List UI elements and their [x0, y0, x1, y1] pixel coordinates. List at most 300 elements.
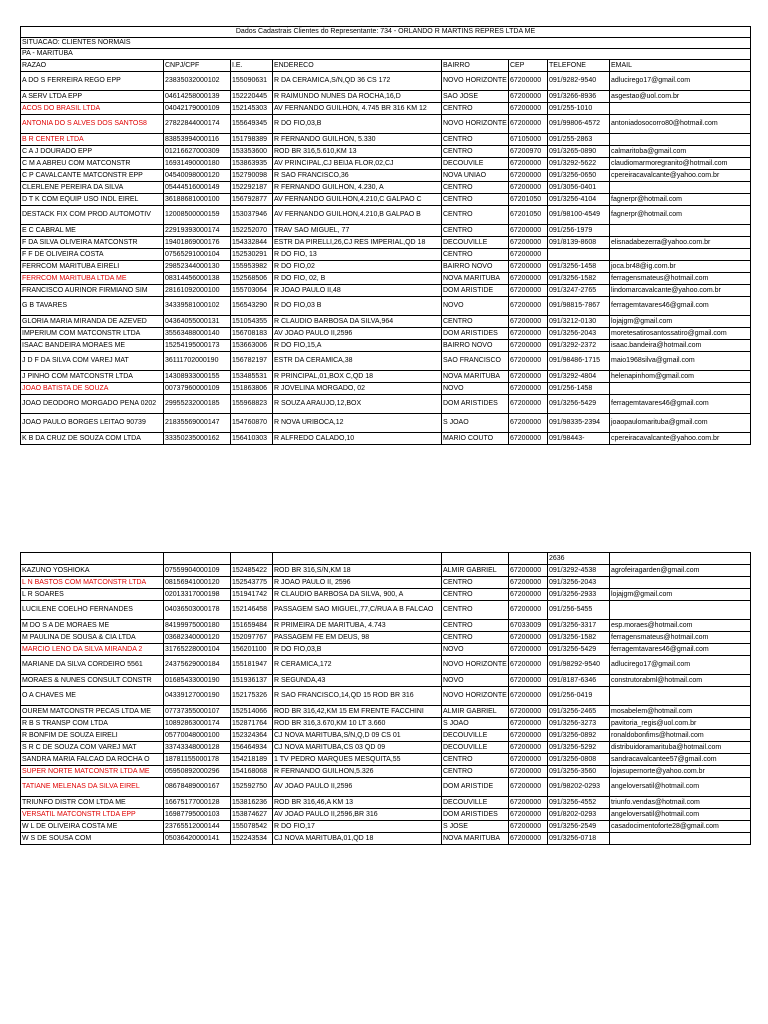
column-header-row — [21, 60, 751, 72]
cell-telefone: 091/3292-4804 — [548, 371, 610, 383]
cell-ie: 151941742 — [231, 589, 273, 601]
cell-razao: ANTONIA DO S ALVES DOS SANTOS8 — [21, 115, 164, 134]
cell-cnpj: 33743348000128 — [164, 742, 231, 754]
table-row — [21, 194, 751, 206]
cell-cep: 67200000 — [509, 565, 548, 577]
table-row — [21, 730, 751, 742]
cell-bairro: NOVO HORIZONTE — [442, 72, 509, 91]
table-row — [21, 182, 751, 194]
cell-email: sandracavalcantee57@gmail.com — [610, 754, 751, 766]
cell-cnpj: 16987795000103 — [164, 809, 231, 821]
cell-endereco: R DO FIO, 13 — [273, 249, 442, 261]
cell-endereco: ROD BR 316,46,A KM 13 — [273, 797, 442, 809]
cell-endereco: AV JOAO PAULO II,2596 — [273, 328, 442, 340]
cell-razao: JOAO BATISTA DE SOUZA — [21, 383, 164, 395]
cell-bairro: CENTRO — [442, 103, 509, 115]
cell-razao: SANDRA MARIA FALCAO DA ROCHA O — [21, 754, 164, 766]
cell-cnpj: 02013317000198 — [164, 589, 231, 601]
cell-ie: 152871764 — [231, 718, 273, 730]
cell-cep: 67200000 — [509, 821, 548, 833]
cell-razao: M DO S A DE MORAES ME — [21, 620, 164, 632]
cell-telefone: 091/3256-2549 — [548, 821, 610, 833]
col-header-bairro: BAIRRO — [442, 60, 509, 72]
cell-bairro: DOM ARISTIDE — [442, 778, 509, 797]
cell-cep: 67200000 — [509, 115, 548, 134]
cell-endereco: 1 TV PEDRO MARQUES MESQUITA,55 — [273, 754, 442, 766]
cell-cep: 67200970 — [509, 146, 548, 158]
cell-endereco: R CLAUDIO BARBOSA DA SILVA, 900, A — [273, 589, 442, 601]
cell-ie: 152146458 — [231, 601, 273, 620]
cell-cep: 67200000 — [509, 72, 548, 91]
cell-cep: 67200000 — [509, 675, 548, 687]
cell-bairro: CENTRO — [442, 182, 509, 194]
cell-razao: MARCIO LENO DA SILVA MIRANDA 2 — [21, 644, 164, 656]
cell-endereco: R JOAO PAULO II,48 — [273, 285, 442, 297]
cell-endereco: R JOVELINA MORGADO, 02 — [273, 383, 442, 395]
cell-email: fagnerpr@hotmail.com — [610, 194, 751, 206]
cell-cnpj: 01685433000190 — [164, 675, 231, 687]
cell-telefone: 091/8187-6346 — [548, 675, 610, 687]
cell-telefone: 091/8202-0293 — [548, 809, 610, 821]
cell-telefone: 091/3256-3273 — [548, 718, 610, 730]
cell-ie: 155181947 — [231, 656, 273, 675]
table-row — [21, 809, 751, 821]
cell-endereco: PASSAGEM SAO MIGUEL,77,C/RUA A B FALCAO — [273, 601, 442, 620]
table-row — [21, 383, 751, 395]
cell-bairro: NOVO HORIZONTE — [442, 656, 509, 675]
table-row — [21, 620, 751, 632]
cell-bairro: CENTRO — [442, 316, 509, 328]
table-row — [21, 134, 751, 146]
cell-cnpj: 24375629000184 — [164, 656, 231, 675]
cell-endereco: ROD BR 316,3.670,KM 10 LT 3.660 — [273, 718, 442, 730]
cell-endereco: AV JOAO PAULO II,2596 — [273, 778, 442, 797]
cell-endereco: AV JOAO PAULO II,2596,BR 316 — [273, 809, 442, 821]
cell-bairro: DECOUVILLE — [442, 730, 509, 742]
cell-telefone: 091/3256-1582 — [548, 273, 610, 285]
cell-cep: 67200000 — [509, 285, 548, 297]
cell-bairro: CENTRO — [442, 632, 509, 644]
cell-cnpj: 83853994000116 — [164, 134, 231, 146]
cell-bairro: DECOUVILE — [442, 158, 509, 170]
cell-endereco: R SOUZA ARAUJO,12,BOX — [273, 395, 442, 414]
cell-cnpj: 33350235000162 — [164, 433, 231, 445]
cell-razao: MORAES & NUNES CONSULT CONSTR — [21, 675, 164, 687]
cell-ie: 152530291 — [231, 249, 273, 261]
cell-email: pavitoria_regis@uol.com.br — [610, 718, 751, 730]
cell-telefone: 091/3256-1458 — [548, 261, 610, 273]
table-row — [21, 718, 751, 730]
cell-bairro: CENTRO — [442, 601, 509, 620]
cell-cep: 67200000 — [509, 706, 548, 718]
table-row — [21, 706, 751, 718]
cell-endereco: R ALFREDO CALADO,10 — [273, 433, 442, 445]
table-row — [21, 565, 751, 577]
cell-cnpj: 23835032000102 — [164, 72, 231, 91]
cell-telefone: 091/3256-1582 — [548, 632, 610, 644]
cell-bairro: CENTRO — [442, 589, 509, 601]
cell-email: asgestao@uol.com.br — [610, 91, 751, 103]
cell-telefone: 091/99806-4572 — [548, 115, 610, 134]
cell-endereco: R CERAMICA,172 — [273, 656, 442, 675]
cell-email: maio1968silva@gmail.com — [610, 352, 751, 371]
cell-cnpj: 15254195000173 — [164, 340, 231, 352]
cell-cep: 67200000 — [509, 237, 548, 249]
cell-endereco: R DO FIO,03,B — [273, 115, 442, 134]
cell-cnpj: 04364055000131 — [164, 316, 231, 328]
cell-razao: R BONFIM DE SOUZA EIRELI — [21, 730, 164, 742]
cell-email — [610, 687, 751, 706]
cell-telefone: 091/3256-5292 — [548, 742, 610, 754]
cell-telefone: 091/255-1010 — [548, 103, 610, 115]
cell-bairro: NOVA UNIAO — [442, 170, 509, 182]
cell-ie: 153353600 — [231, 146, 273, 158]
cell-telefone: 091/3256-2043 — [548, 577, 610, 589]
cell-bairro: S JOAO — [442, 718, 509, 730]
regiao-label: PA - MARITUBA — [21, 49, 751, 60]
cell-cep: 67200000 — [509, 91, 548, 103]
cell-email: moretesatirosantossatiro@gmail.com — [610, 328, 751, 340]
cell-bairro: CENTRO — [442, 206, 509, 225]
cell-ie: 152145303 — [231, 103, 273, 115]
cell-cnpj: 28161092000100 — [164, 285, 231, 297]
cell-razao: LUCILENE COELHO FERNANDES — [21, 601, 164, 620]
cell-cep: 67200000 — [509, 414, 548, 433]
cell-ie: 156792877 — [231, 194, 273, 206]
cell-cnpj: 84199975000180 — [164, 620, 231, 632]
cell-ie: 155078542 — [231, 821, 273, 833]
cell-ie: 152790098 — [231, 170, 273, 182]
cell-email: lindomarcavalcante@yahoo.com.br — [610, 285, 751, 297]
cell-ie: 153874627 — [231, 809, 273, 821]
cell-email: claudiomarmoregranito@hotmail.com — [610, 158, 751, 170]
table-row — [21, 158, 751, 170]
cell-cep: 67200000 — [509, 632, 548, 644]
cell-email: cpereiracavalcante@yahoo.com.br — [610, 433, 751, 445]
table-row — [21, 371, 751, 383]
cell-razao: FERRCOM MARITUBA LTDA ME — [21, 273, 164, 285]
cell-telefone: 091/3256-0892 — [548, 730, 610, 742]
cell-cep: 67200000 — [509, 352, 548, 371]
col-header-endereco: ENDERECO — [273, 60, 442, 72]
cell-razao: E C CABRAL ME — [21, 225, 164, 237]
cell-cnpj: 05444516000149 — [164, 182, 231, 194]
cell-razao: L R SOARES — [21, 589, 164, 601]
cell-email — [610, 103, 751, 115]
cell-bairro: NOVO — [442, 383, 509, 395]
cell-razao: VERSATIL MATCONSTR LTDA EPP — [21, 809, 164, 821]
cell-endereco: PASSAGEM FE EM DEUS, 98 — [273, 632, 442, 644]
cell-razao: FRANCISCO AURINOR FIRMIANO SIM — [21, 285, 164, 297]
cell-cnpj: 04614258000139 — [164, 91, 231, 103]
col-header-telefone: TELEFONE — [548, 60, 610, 72]
cell-razao: R B S TRANSP COM LTDA — [21, 718, 164, 730]
cell-cep: 67200000 — [509, 103, 548, 115]
cell-ie: 152324364 — [231, 730, 273, 742]
cell-cep: 67200000 — [509, 809, 548, 821]
cell-ie: 152568506 — [231, 273, 273, 285]
cell-razao: IMPERIUM COM MATCONSTR LTDA — [21, 328, 164, 340]
cell-cnpj: 05950892000296 — [164, 766, 231, 778]
cell-cnpj: 23765512000144 — [164, 821, 231, 833]
cell-endereco: AV FERNANDO GUILHON,4.210,C GALPAO C — [273, 194, 442, 206]
cell-cnpj: 21835569000147 — [164, 414, 231, 433]
cell-bairro: NOVO — [442, 297, 509, 316]
cell-telefone: 091/3292-4538 — [548, 565, 610, 577]
cell-telefone: 091/98815-7867 — [548, 297, 610, 316]
clients-table-page-2 — [20, 552, 751, 845]
cell-cep: 67200000 — [509, 577, 548, 589]
cell-cnpj: 08156941000120 — [164, 577, 231, 589]
cell-razao: TRIUNFO DISTR COM LTDA ME — [21, 797, 164, 809]
cell-razao: C M A ABREU COM MATCONSTR — [21, 158, 164, 170]
cell-email: mosabelem@hotmail.com — [610, 706, 751, 718]
col-header-cep: CEP — [509, 60, 548, 72]
cell-endereco: CJ NOVA MARITUBA,S/N,Q,D 09 CS 01 — [273, 730, 442, 742]
cell-ie: 151054355 — [231, 316, 273, 328]
cell-cep: 67033009 — [509, 620, 548, 632]
table-row — [21, 778, 751, 797]
cell-cnpj: 07565291000104 — [164, 249, 231, 261]
cell-email: ronaldobonfims@hotmail.com — [610, 730, 751, 742]
table-row — [21, 797, 751, 809]
cell-cep: 67200000 — [509, 170, 548, 182]
cell-telefone: 091/98292-9540 — [548, 656, 610, 675]
table-row — [21, 589, 751, 601]
cell-cep: 67200000 — [509, 433, 548, 445]
cell-cep: 67200000 — [509, 754, 548, 766]
table-row — [21, 103, 751, 115]
cell-telefone: 091/98443- — [548, 433, 610, 445]
cell-cep: 67200000 — [509, 589, 548, 601]
cell-telefone: 091/3265-0890 — [548, 146, 610, 158]
cell-email: angeloversatil@hotmail.com — [610, 778, 751, 797]
cell-endereco: R FERNANDO GUILHON, 5.330 — [273, 134, 442, 146]
cell-cep: 67105000 — [509, 134, 548, 146]
cell-cep: 67200000 — [509, 395, 548, 414]
cell-cnpj: 08314456000138 — [164, 273, 231, 285]
cell-ie: 155090631 — [231, 72, 273, 91]
cell-razao: F DA SILVA OLIVEIRA MATCONSTR — [21, 237, 164, 249]
cell-cep: 67200000 — [509, 833, 548, 845]
cell-ie: 151936137 — [231, 675, 273, 687]
table-row — [21, 273, 751, 285]
table-row — [21, 115, 751, 134]
cell-endereco: R DO FIO,03,B — [273, 644, 442, 656]
cell-telefone: 091/9282-9540 — [548, 72, 610, 91]
cell-razao: A DO S FERREIRA REGO EPP — [21, 72, 164, 91]
cell-cep: 67200000 — [509, 182, 548, 194]
cell-razao: JOAO PAULO BORGES LEITAO 90739 — [21, 414, 164, 433]
cell-razao: C A J DOURADO EPP — [21, 146, 164, 158]
cell-telefone: 091/256-0419 — [548, 687, 610, 706]
cell-ie: 152220445 — [231, 91, 273, 103]
cell-endereco: R FERNANDO GUILHON,5.326 — [273, 766, 442, 778]
cell-endereco: R SAO FRANCISCO,36 — [273, 170, 442, 182]
cell-cep: 67200000 — [509, 371, 548, 383]
cell-ie: 153485531 — [231, 371, 273, 383]
cell-telefone: 091/3256-0808 — [548, 754, 610, 766]
cell-ie: 156782197 — [231, 352, 273, 371]
cell-endereco: CJ NOVA MARITUBA,CS 03 QD 09 — [273, 742, 442, 754]
cell-email: ferragensmateus@hotmail.com — [610, 632, 751, 644]
cell-endereco: CJ NOVA MARITUBA,01,QD 18 — [273, 833, 442, 845]
cell-cep: 67200000 — [509, 778, 548, 797]
cell-cep: 67200000 — [509, 766, 548, 778]
cell-telefone: 091/3247-2765 — [548, 285, 610, 297]
cell-cnpj: 05036420000141 — [164, 833, 231, 845]
cell-cep: 67200000 — [509, 249, 548, 261]
table-row — [21, 414, 751, 433]
cell-telefone: 091/98486-1715 — [548, 352, 610, 371]
cell-cep: 67200000 — [509, 718, 548, 730]
cell-bairro: NOVO HORIZONTE — [442, 115, 509, 134]
cell-cep: 67201050 — [509, 206, 548, 225]
cell-bairro: S JOSE — [442, 821, 509, 833]
cell-ie: 151659484 — [231, 620, 273, 632]
cell-cep: 67200000 — [509, 730, 548, 742]
table-row — [21, 261, 751, 273]
cell-cnpj: 27822844000174 — [164, 115, 231, 134]
cell-email: adlucirego17@gmail.com — [610, 72, 751, 91]
cell-ie: 152592750 — [231, 778, 273, 797]
cell-cnpj: 01216627000309 — [164, 146, 231, 158]
cell-cep: 67200000 — [509, 687, 548, 706]
cell-email: cpereiracavalcante@yahoo.com.br — [610, 170, 751, 182]
cell-email: agrofeiragarden@gmail.com — [610, 565, 751, 577]
cell-ie: 152243534 — [231, 833, 273, 845]
cell-telefone: 091/3266-8936 — [548, 91, 610, 103]
situacao-label: SITUACAO: CLIENTES NORMAIS — [21, 38, 751, 49]
cell-cep: 67200000 — [509, 644, 548, 656]
cell-endereco: R NOVA URIBOCA,12 — [273, 414, 442, 433]
cell-telefone: 091/3256-2465 — [548, 706, 610, 718]
cell-cnpj: 31765228000104 — [164, 644, 231, 656]
report-title: Dados Cadastrais Clientes do Representante: 734 - ORLANDO R MARTINS REPRES LTDA ME — [21, 27, 751, 38]
cell-razao: K B DA CRUZ DE SOUZA COM LTDA — [21, 433, 164, 445]
cell-telefone: 091/3256-4552 — [548, 797, 610, 809]
cell-cep: 67200000 — [509, 383, 548, 395]
cell-endereco: R FERNANDO GUILHON, 4.230, A — [273, 182, 442, 194]
cell-endereco: R CLAUDIO BARBOSA DA SILVA,964 — [273, 316, 442, 328]
cell-endereco: AV PRINCIPAL,CJ BEIJA FLOR,02,CJ — [273, 158, 442, 170]
cell-endereco: ESTR DA PIRELLI,26,CJ RES IMPERIAL,QD 18 — [273, 237, 442, 249]
cell-ie: 156410303 — [231, 433, 273, 445]
cell-ie: 154332844 — [231, 237, 273, 249]
cell-telefone: 091/256-1979 — [548, 225, 610, 237]
cell-cep: 67200000 — [509, 297, 548, 316]
cell-razao: JOAO DEODORO MORGADO PENA 0202 — [21, 395, 164, 414]
table-row — [21, 72, 751, 91]
cell-cep: 67200000 — [509, 656, 548, 675]
cell-endereco: R DO FIO,03 B — [273, 297, 442, 316]
cell-bairro: DECOUVILLE — [442, 797, 509, 809]
cell-cnpj: 04042179000109 — [164, 103, 231, 115]
cell-telefone: 091/3256-0650 — [548, 170, 610, 182]
cell-cnpj: 19401869000176 — [164, 237, 231, 249]
cell-razao: M PAULINA DE SOUSA & CIA LTDA — [21, 632, 164, 644]
cell-telefone — [548, 249, 610, 261]
cell-telefone: 091/3292-2372 — [548, 340, 610, 352]
table-row — [21, 395, 751, 414]
cell-cnpj: 10892863000174 — [164, 718, 231, 730]
cell-telefone: 091/3256-5429 — [548, 644, 610, 656]
cell-bairro: CENTRO — [442, 577, 509, 589]
cell-razao: A SERV LTDA EPP — [21, 91, 164, 103]
cell-cnpj: 16931490000180 — [164, 158, 231, 170]
cell-ie: 156708183 — [231, 328, 273, 340]
cell-endereco: R DO FIO,15,A — [273, 340, 442, 352]
cell-ie: 152292187 — [231, 182, 273, 194]
cell-bairro: ALMIR GABRIEL — [442, 565, 509, 577]
cell-endereco: AV FERNANDO GUILHON, 4.745 BR 316 KM 12 — [273, 103, 442, 115]
cell-ie: 156464934 — [231, 742, 273, 754]
cell-bairro: DECOUVILLE — [442, 237, 509, 249]
cell-cep: 67200000 — [509, 601, 548, 620]
cell-email — [610, 833, 751, 845]
cell-telefone: 091/3056-0401 — [548, 182, 610, 194]
cell-razao: C P CAVALCANTE MATCONSTR EPP — [21, 170, 164, 182]
cell-bairro: NOVO HORIZONTE — [442, 687, 509, 706]
cell-bairro: NOVA MARITUBA — [442, 273, 509, 285]
cell-bairro: NOVO — [442, 644, 509, 656]
cell-ie: 154168068 — [231, 766, 273, 778]
cell-razao: O A CHAVES ME — [21, 687, 164, 706]
cell-telefone: 091/3212-0130 — [548, 316, 610, 328]
cell-email: lojajgm@gmail.com — [610, 316, 751, 328]
cell-ie: 152485422 — [231, 565, 273, 577]
cell-bairro: DOM ARISTIDE — [442, 285, 509, 297]
cell-email: elisnadabezerra@yahoo.com.br — [610, 237, 751, 249]
cell-bairro: NOVA MARITUBA — [442, 833, 509, 845]
cell-email: joca.br48@ig.com.br — [610, 261, 751, 273]
clients-table-page-1 — [20, 26, 751, 445]
table-row — [21, 675, 751, 687]
cell-cnpj: 04540098000120 — [164, 170, 231, 182]
cell-cnpj: 07737355000107 — [164, 706, 231, 718]
table-row — [21, 821, 751, 833]
cell-bairro: BAIRRO NOVO — [442, 340, 509, 352]
cell-email: helenapinhom@gmail.com — [610, 371, 751, 383]
cell-cnpj: 03682340000120 — [164, 632, 231, 644]
cell-telefone: 091/8139-8608 — [548, 237, 610, 249]
cell-telefone: 091/3256-3317 — [548, 620, 610, 632]
cell-endereco: AV FERNANDO GUILHON,4.210,B GALPAO B — [273, 206, 442, 225]
cell-bairro: NOVA MARITUBA — [442, 371, 509, 383]
cell-bairro: DOM ARISTIDES — [442, 395, 509, 414]
cell-email: casadocimentoforte28@gmail.com — [610, 821, 751, 833]
table-row — [21, 206, 751, 225]
cell-endereco: R DO FIO, 02, B — [273, 273, 442, 285]
cell-razao: W L DE OLIVEIRA COSTA ME — [21, 821, 164, 833]
cell-cnpj: 29852344000130 — [164, 261, 231, 273]
cell-cnpj: 35563488000140 — [164, 328, 231, 340]
cell-cep: 67200000 — [509, 797, 548, 809]
cell-ie: 152543775 — [231, 577, 273, 589]
table-row — [21, 687, 751, 706]
table-row — [21, 632, 751, 644]
cell-ie: 151863806 — [231, 383, 273, 395]
table-row — [21, 644, 751, 656]
cell-ie: 155649345 — [231, 115, 273, 134]
cell-cnpj: 36188681000100 — [164, 194, 231, 206]
cell-ie: 155703064 — [231, 285, 273, 297]
table-row — [21, 225, 751, 237]
cell-ie: 152252070 — [231, 225, 273, 237]
cell-endereco: R SEGUNDA,43 — [273, 675, 442, 687]
cell-ie: 153663006 — [231, 340, 273, 352]
cell-telefone: 091/3256-3560 — [548, 766, 610, 778]
